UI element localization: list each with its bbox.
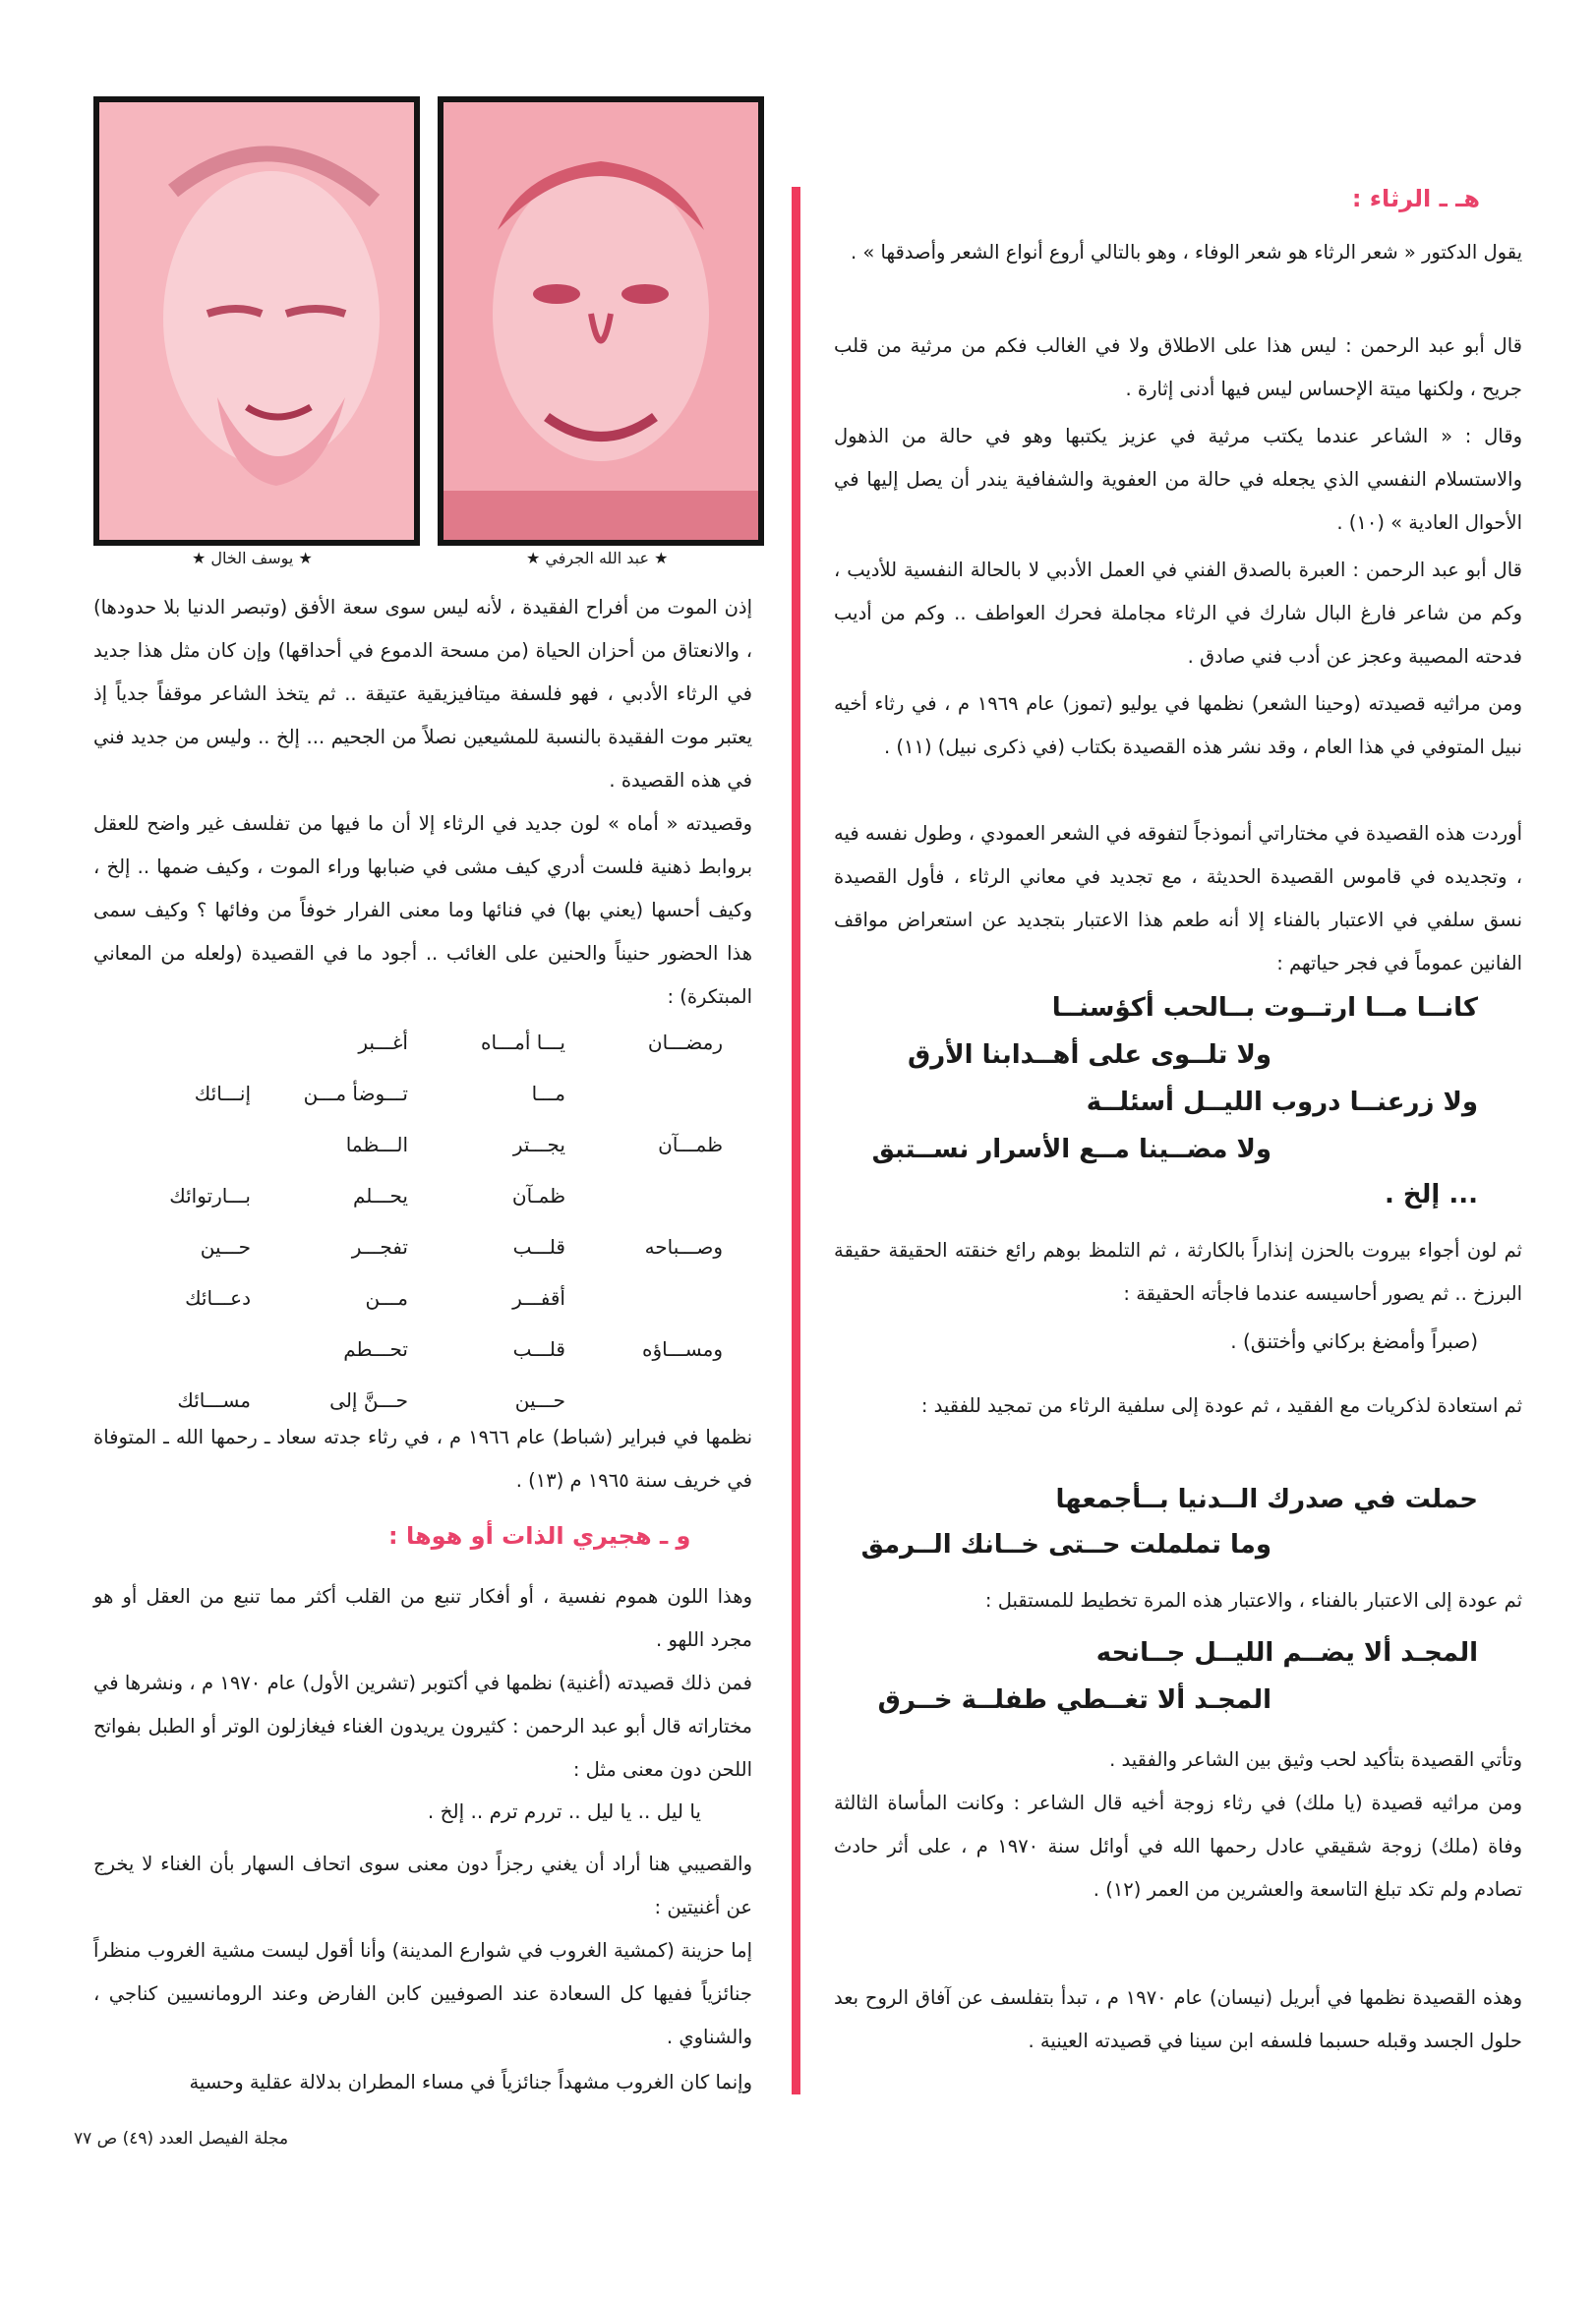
section-heading-elegy: هـ ـ الرثاء :: [1351, 185, 1480, 212]
poem-line: ولا تلــوى على أهــدابنا الأرق: [908, 1040, 1271, 1070]
portrait-photo-left: [93, 96, 420, 546]
poem-row: [93, 1082, 723, 1133]
poem-word: يحـــلم: [353, 1184, 408, 1208]
paragraph: إما حزينة (كمشية الغروب في شوارع المدينة) وأنا أقول ليست مشية الغروب منظراً جنائزياً ففيها كل السعادة عند الصوفيين كابن الفارض وعند الرومانسيين كناجي ، والشناوي .: [93, 1939, 752, 2048]
poem-word: إنـــائك: [194, 1082, 251, 1105]
paragraph: وهذه القصيدة نظمها في أبريل (نيسان) عام ١٩٧٠ م ، تبدأ بتفلسف عن آفاق الروح بعد حلول الجسد وقبله حسبما فلسفه ابن سينا في قصيدته العينية .: [834, 1986, 1522, 2052]
poem-word: [93, 1031, 251, 1082]
poem-line: ... إلخ .: [1384, 1180, 1478, 1209]
poem-line: المجـد ألا تغــطي طفلــة خــرق: [877, 1685, 1271, 1715]
paragraph: ومن مراثيه قصيدة (يا ملك) في رثاء زوجة أخيه قال الشاعر : وكانت المأساة الثالثة وفاة (ملك) زوجة شقيقي عادل رحمها الله في أوائل سنة ١٩٧٠ م ، على أثر حادث تصادم ولم تكد تبلغ التاسعة والعشرين من العمر (١٢) .: [834, 1792, 1522, 1901]
poem-row: [93, 1235, 723, 1286]
page-footer: مجلة الفيصل العدد (٤٩) ص ٧٧: [74, 2129, 289, 2149]
poem-line: وما تململت حــتى خــانك الــرمق: [860, 1530, 1271, 1560]
photo-caption: ★ يوسف الخال ★: [192, 549, 313, 567]
poem-line: ولا مضــينا مــع الأسرار نســتبق: [871, 1135, 1271, 1164]
photo-caption: ★ عبد الله الجرفي ★: [526, 549, 669, 567]
poem-row: [93, 1286, 723, 1337]
poem-word: ظمـآن: [511, 1184, 565, 1208]
poem-word: حـــين: [514, 1388, 565, 1412]
poem-word: ومســـاؤه: [641, 1337, 723, 1361]
portrait-face-icon: [443, 102, 758, 540]
poem-word: أغـــبر: [358, 1031, 408, 1054]
poem-word: تفجـــر: [351, 1235, 408, 1259]
poem-word: وصـــباحه: [644, 1235, 723, 1259]
poem-word: قلـــب: [512, 1337, 565, 1361]
poem-row: [93, 1184, 723, 1235]
paragraph: والقصيبي هنا أراد أن يغني رجزاً دون معنى سوى اتحاف السهار بأن الغناء لا يخرج عن أغنيتين :: [93, 1853, 752, 1918]
paragraph: ثم استعادة لذكريات مع الفقيد ، ثم عودة إلى سلفية الرثاء من تمجيد للفقيد :: [920, 1394, 1522, 1417]
poem-word: ظمـــآن: [658, 1133, 723, 1156]
paragraph: وقصيدته « أماه » لون جديد في الرثاء إلا أن ما فيها من تفلسف غير واضح للعقل بروابط ذهنية فلست أدري كيف مشى في ضبابها وراء الموت ، وكيف ضمها .. إلخ ، وكيف أحسها (يعني بها) في فنائها وما معنى الفرار خوفاً من وفائها ؟ وكيف سمى هذا الحضور حنيناً والحنين على الغائب .. أجود ما في القصيدة (ولعله من المعاني المبتكرة) :: [93, 812, 752, 1008]
paragraph: قال أبو عبد الرحمن : العبرة بالصدق الفني في العمل الأدبي لا بالحالة النفسية للأديب ، وكم من شاعر فارغ البال شارك في الرثاء مجاملة فحرك العواطف .. وكم من أديب فدحته المصيبة وعجز عن أدب فني صادق .: [834, 559, 1522, 668]
poem-table: [93, 1031, 723, 1440]
poem-word: مـــن: [365, 1286, 408, 1310]
poem-word: مـــا: [531, 1082, 565, 1105]
paragraph: فمن ذلك قصيدته (أغنية) نظمها في أكتوبر (تشرين الأول) عام ١٩٧٠ م ، ونشرها في مختاراته قال أبو عبد الرحمن : كثيرون يريدون الغناء فيغازلون الوتر أو الطبل بفواتح اللحن دون معنى مثل :: [93, 1672, 752, 1781]
paragraph: يقول الدكتور « شعر الرثاء هو شعر الوفاء ، وهو بالتالي أروع أنواع الشعر وأصدقها » .: [851, 241, 1522, 264]
quote-line: يا ليل .. يا ليل .. تررم ترم .. إلخ .: [427, 1799, 701, 1823]
paragraph: وتأتي القصيدة بتأكيد لحب وثيق بين الشاعر والفقيد .: [1109, 1748, 1522, 1771]
poem-row: [93, 1337, 723, 1388]
poem-line: المجـد ألا يضــم الليــل جــانحه: [1095, 1638, 1478, 1668]
poem-word: قلـــب: [512, 1235, 565, 1259]
paragraph: نظمها في فبراير (شباط) عام ١٩٦٦ م ، في رثاء جدته سعاد ـ رحمها الله ـ المتوفاة في خريف سنة ١٩٦٥ م (١٣) .: [93, 1426, 752, 1492]
poem-word: تحـــطم: [343, 1337, 408, 1361]
paragraph: وقال : « الشاعر عندما يكتب مرثية في عزيز يكتبها وهو في حالة من الذهول والاستسلام النفسي الذي يجعله في حالة من العفوية والشفافية يندر أن يصل إليها في الأحوال العادية » (١٠) .: [834, 425, 1522, 534]
poem-row: [93, 1031, 723, 1082]
paragraph: ثم لون أجواء بيروت بالحزن إنذاراً بالكارثة ، ثم التلمظ بوهم رائع خنقته الحقيقة حقيقة البرزخ .. ثم يصور أحاسيسه عندما فاجأته الحقيقة :: [834, 1239, 1522, 1305]
poem-word: دعـــائك: [185, 1286, 251, 1310]
portrait-face-icon: [99, 102, 414, 540]
poem-word: [565, 1082, 723, 1133]
paragraph: ثم عودة إلى الاعتبار بالفناء ، والاعتبار هذه المرة تخطيط للمستقبل :: [984, 1589, 1522, 1612]
paragraph: وهذا اللون هموم نفسية ، أو أفكار تنبع من القلب أكثر مما تنبع من العقل أو هو مجرد اللهو .: [93, 1585, 752, 1651]
poem-word: [93, 1133, 251, 1184]
section-heading-self: و ـ هجيري الذات أو هوها :: [388, 1522, 691, 1550]
poem-word: [565, 1286, 723, 1337]
poem-word: [93, 1337, 251, 1388]
poem-word: بـــارتوائك: [169, 1184, 251, 1208]
poem-word: تـــوضأ مـــن: [303, 1082, 408, 1105]
poem-word: يـــا أمـــاه: [480, 1031, 565, 1054]
poem-word: [565, 1184, 723, 1235]
poem-word: الـــظما: [345, 1133, 408, 1156]
column-divider: [792, 187, 800, 2094]
paragraph: قال أبو عبد الرحمن : ليس هذا على الاطلاق ولا في الغالب فكم من مرثية من قلب جريح ، ولكنها ميتة الإحساس ليس فيها أدنى إثارة .: [834, 334, 1522, 400]
poem-line: كانــا مــا ارتــوت بــالحب أكؤسنــا: [1051, 993, 1478, 1023]
portrait-photo-right: [438, 96, 764, 546]
poem-word: حـــنَّ إلى: [329, 1388, 408, 1412]
poem-word: رمضـــان: [647, 1031, 723, 1054]
poem-word: أقفـــر: [512, 1286, 565, 1310]
paragraph: أوردت هذه القصيدة في مختاراتي أنموذجاً لتفوقه في الشعر العمودي ، وطول نفسه فيه ، وتجديده في قاموس القصيدة الحديثة ، مع تجديد في معاني الرثاء ، فأول القصيدة نسق سلفي في الاعتبار بالفناء إلا أنه طعم هذا الاعتبار بتجديد عن استعراض مواقف الفانين عموماً في فجر حياتهم :: [834, 822, 1522, 974]
paragraph: إذن الموت من أفراح الفقيدة ، لأنه ليس سوى سعة الأفق (وتبصر الدنيا بلا حدودها) ، والانعتاق من أحزان الحياة (من مسحة الدموع في أحداقها) وإن كان مثل هذا جديد في الرثاء الأدبي ، فهو فلسفة ميتافيزيقية عتيقة .. ثم يتخذ الشاعر موقفاً جدياً إذ يعتبر موت الفقيدة بالنسبة للمشيعين نصلاً من الجحيم ... إلخ .. وليس من جديد فني في هذه القصيدة .: [93, 596, 752, 792]
poem-word: حـــين: [200, 1235, 251, 1259]
poem-row: [93, 1133, 723, 1184]
poem-word: مســـائك: [177, 1388, 251, 1412]
paragraph: وإنما كان الغروب مشهداً جنائزياً في مساء المطران بدلالة عقلية وحسية: [189, 2071, 752, 2093]
poem-line: حملت في صدرك الــدنيا بــأجمعها: [1055, 1485, 1478, 1514]
paragraph: ومن مراثيه قصيدته (وحينا الشعر) نظمها في يوليو (تموز) عام ١٩٦٩ م ، في رثاء أخيه نبيل المتوفي في هذا العام ، وقد نشر هذه القصيدة بكتاب (في ذكرى نبيل) (١١) .: [834, 692, 1522, 758]
poem-line: ولا زرعنــا دروب الليــل أسئلــة: [1086, 1088, 1478, 1117]
poem-word: يجـــتر: [512, 1133, 565, 1156]
quote-line: (صبراً وأمضغ بركاني وأختنق) .: [1230, 1329, 1478, 1353]
